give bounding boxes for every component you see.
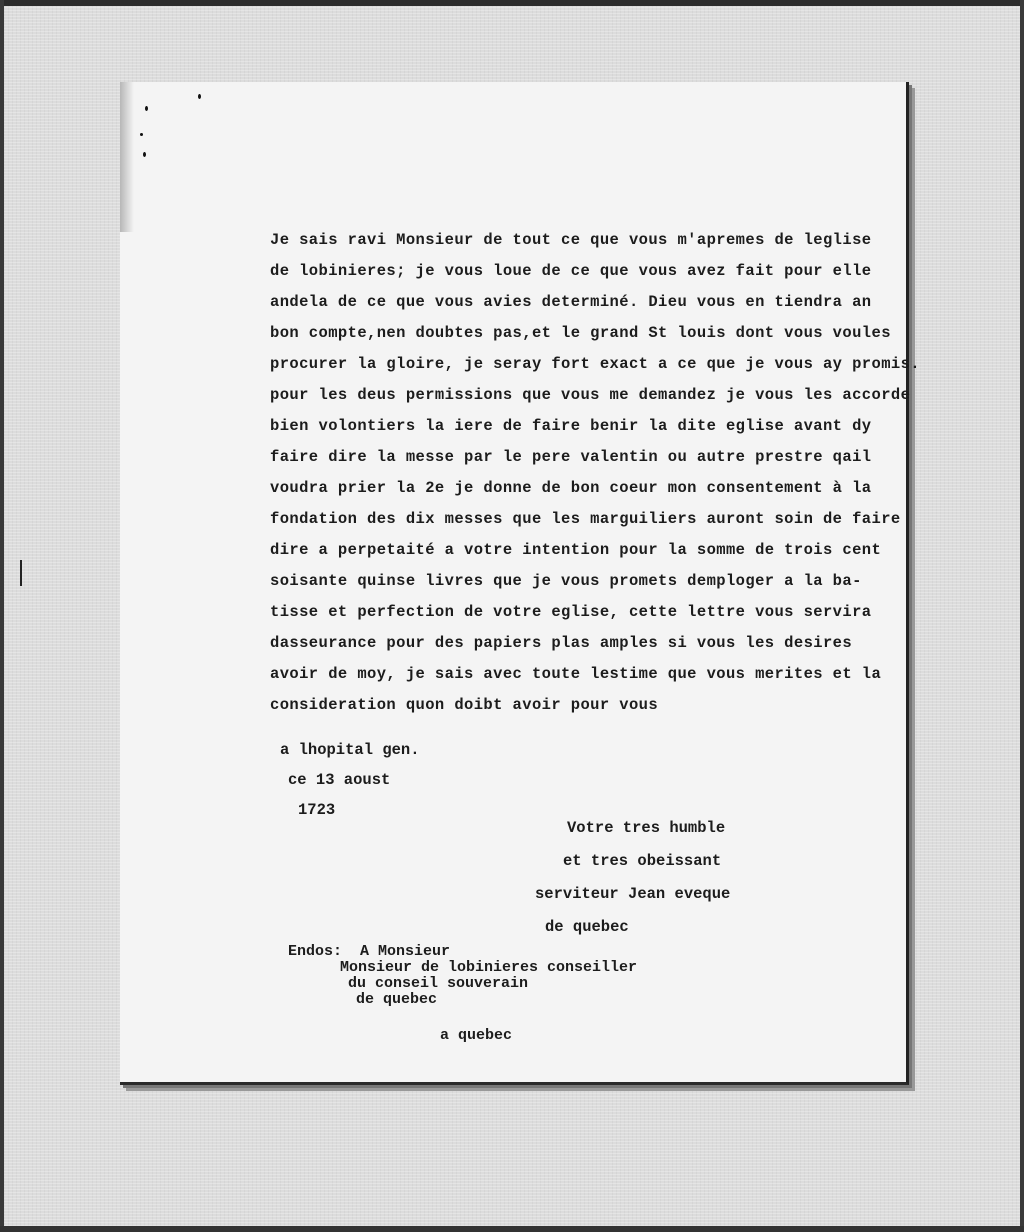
letter-signature bbox=[535, 812, 730, 944]
letter-body-line: de lobinieres; je vous loue de ce que vous avez fait pour elle bbox=[270, 262, 872, 280]
letter-body-line: dire a perpetaité a votre intention pour la somme de trois cent bbox=[270, 541, 882, 559]
endorsement-block bbox=[288, 944, 637, 1044]
signature-line: de quebec bbox=[545, 918, 629, 936]
scan-speck bbox=[140, 133, 143, 136]
letter-body-line: bon compte,nen doubtes pas,et le grand St louis dont vous voules bbox=[270, 324, 891, 342]
letter-body-line: pour les deus permissions que vous me demandez je vous les accorde bbox=[270, 386, 911, 404]
letter-body bbox=[270, 225, 921, 721]
letter-date-year: 1723 bbox=[298, 801, 336, 819]
scan-frame-top bbox=[0, 0, 1024, 6]
letter-place: a lhopital gen. bbox=[280, 741, 420, 759]
scan-speck bbox=[143, 152, 146, 157]
letter-body-line: consideration quon doibt avoir pour vous bbox=[270, 696, 659, 714]
letter-place-date bbox=[280, 735, 420, 825]
endorsement-label: Endos: A Monsieur bbox=[288, 943, 451, 960]
endorsement-address-line: du conseil souverain bbox=[348, 975, 529, 992]
signature-line: Votre tres humble bbox=[567, 819, 726, 837]
scan-frame-right bbox=[1020, 0, 1024, 1232]
scan-frame-bottom bbox=[0, 1226, 1024, 1232]
letter-body-line: voudra prier la 2e je donne de bon coeur mon consentement à la bbox=[270, 479, 872, 497]
letter-date-day: ce 13 aoust bbox=[288, 771, 391, 789]
scan-frame-left bbox=[0, 0, 4, 1232]
letter-body-line: fondation des dix messes que les marguiliers auront soin de faire bbox=[270, 510, 901, 528]
letter-body-line: Je sais ravi Monsieur de tout ce que vous m'apremes de leglise bbox=[270, 231, 872, 249]
scan-speck bbox=[145, 106, 148, 111]
letter-body-line: faire dire la messe par le pere valentin ou autre prestre qail bbox=[270, 448, 872, 466]
endorsement-city: a quebec bbox=[440, 1027, 513, 1044]
signature-line: et tres obeissant bbox=[563, 852, 722, 870]
letter-body-line: soisante quinse livres que je vous promets demploger a la ba- bbox=[270, 572, 862, 590]
letter-body-line: bien volontiers la iere de faire benir la dite eglise avant dy bbox=[270, 417, 872, 435]
scan-speck bbox=[198, 94, 201, 99]
letter-body-line: tisse et perfection de votre eglise, cette lettre vous servira bbox=[270, 603, 872, 621]
letter-body-line: andela de ce que vous avies determiné. Dieu vous en tiendra an bbox=[270, 293, 872, 311]
page-edge-shadow bbox=[120, 82, 134, 232]
letter-body-line: procurer la gloire, je seray fort exact a ce que je vous ay promis. bbox=[270, 355, 921, 373]
endorsement-address-line: de quebec bbox=[356, 991, 438, 1008]
scan-artifact-mark bbox=[20, 560, 22, 586]
endorsement-address-line: Monsieur de lobinieres conseiller bbox=[340, 959, 638, 976]
signature-line: serviteur Jean eveque bbox=[535, 885, 731, 903]
letter-body-line: avoir de moy, je sais avec toute lestime que vous merites et la bbox=[270, 665, 882, 683]
letter-body-line: dasseurance pour des papiers plas amples si vous les desires bbox=[270, 634, 853, 652]
